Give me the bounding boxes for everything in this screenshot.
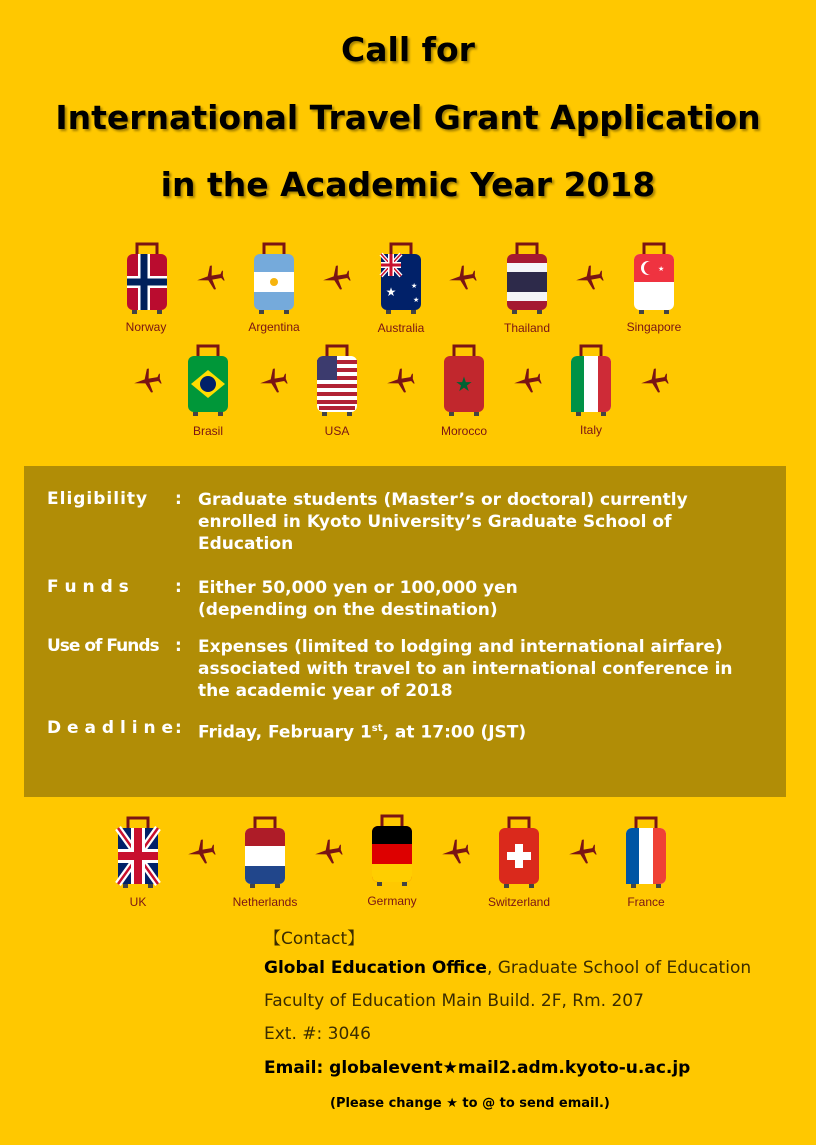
- title-line-1: Call for: [341, 30, 475, 69]
- contact-ext: Ext. #: 3046: [264, 1024, 371, 1044]
- airplane-icon: [512, 366, 542, 396]
- suitcase-italy: [567, 342, 615, 418]
- deadline-value: [198, 718, 768, 744]
- deadline-date: Friday, February 1: [198, 722, 372, 743]
- colon: :: [175, 718, 182, 738]
- eligibility-value: Graduate students (Master’s or doctoral) currently enrolled in Kyoto University’s Graduate School of Education: [198, 490, 688, 554]
- suitcase-switzerland: [495, 814, 543, 890]
- funds-label: F u n d s: [47, 577, 129, 597]
- use-of-funds-label: Use of Funds: [47, 636, 159, 656]
- suitcase-thailand: [503, 240, 551, 316]
- country-label-argentina: Argentina: [248, 320, 300, 334]
- country-label-france: France: [627, 895, 665, 909]
- suitcase-uk: [114, 814, 162, 890]
- country-label-germany: Germany: [367, 894, 417, 908]
- funds-value-line-2: (depending on the destination): [198, 600, 498, 620]
- office-school: , Graduate School of Education: [486, 958, 752, 978]
- airplane-icon: [447, 263, 477, 293]
- suitcase-germany: [368, 812, 416, 888]
- airplane-icon: [385, 366, 415, 396]
- title-line-3: in the Academic Year 2018: [160, 165, 656, 204]
- airplane-icon: [195, 263, 225, 293]
- colon: :: [175, 489, 182, 509]
- deadline-label: D e a d l i n e: [47, 718, 173, 738]
- colon: :: [175, 577, 182, 597]
- country-label-italy: Italy: [579, 423, 602, 437]
- country-label-singapore: Singapore: [626, 320, 682, 334]
- colon: :: [175, 636, 182, 656]
- eligibility-label: Eligibility: [47, 489, 149, 509]
- country-label-thailand: Thailand: [503, 321, 551, 335]
- airplane-icon: [574, 263, 604, 293]
- country-label-norway: Norway: [125, 320, 167, 334]
- airplane-icon: [321, 263, 351, 293]
- country-label-netherlands: Netherlands: [232, 895, 298, 909]
- country-label-brasil: Brasil: [192, 424, 223, 438]
- suitcase-norway: [123, 240, 171, 316]
- airplane-icon: [132, 366, 162, 396]
- use-of-funds-value: Expenses (limited to lodging and international airfare) associated with travel to an international conference in the academic year of 2018: [198, 637, 733, 701]
- svg-text:★: ★: [385, 285, 397, 299]
- airplane-icon: [258, 366, 288, 396]
- airplane-icon: [313, 837, 343, 867]
- suitcase-argentina: [250, 240, 298, 316]
- country-label-usa: USA: [324, 424, 350, 438]
- airplane-icon: [440, 837, 470, 867]
- suitcase-france: [622, 814, 670, 890]
- email-note: (Please change ★ to @ to send email.): [330, 1096, 610, 1111]
- suitcase-netherlands: [241, 814, 289, 890]
- suitcase-usa: [313, 342, 361, 418]
- country-label-uk: UK: [129, 895, 147, 909]
- country-label-switzerland: Switzerland: [487, 895, 551, 909]
- contact-heading: 【Contact】: [264, 929, 365, 949]
- airplane-icon: [186, 837, 216, 867]
- contact-office: [264, 958, 751, 978]
- suitcase-morocco: [440, 342, 488, 418]
- svg-text:★: ★: [455, 372, 473, 396]
- contact-email: Email: globalevent★mail2.adm.kyoto-u.ac.jp: [264, 1058, 691, 1078]
- office-name: Global Education Office: [264, 958, 487, 978]
- svg-text:★: ★: [413, 296, 420, 304]
- airplane-icon: [639, 366, 669, 396]
- suitcase-brasil: [184, 342, 232, 418]
- airplane-icon: [567, 837, 597, 867]
- suitcase-australia: [377, 240, 425, 316]
- contact-address: Faculty of Education Main Build. 2F, Rm. 207: [264, 991, 644, 1011]
- deadline-time: , at 17:00 (JST): [382, 722, 527, 743]
- svg-text:★: ★: [411, 282, 418, 290]
- deadline-ordinal: st: [371, 723, 383, 734]
- info-panel: [24, 466, 786, 797]
- suitcase-singapore: [630, 240, 678, 316]
- title-line-2: International Travel Grant Application: [55, 98, 761, 137]
- country-label-australia: Australia: [377, 321, 425, 335]
- svg-text:★: ★: [658, 265, 665, 273]
- country-label-morocco: Morocco: [440, 424, 487, 438]
- funds-value: [198, 577, 768, 621]
- funds-value-line-1: Either 50,000 yen or 100,000 yen: [198, 578, 518, 598]
